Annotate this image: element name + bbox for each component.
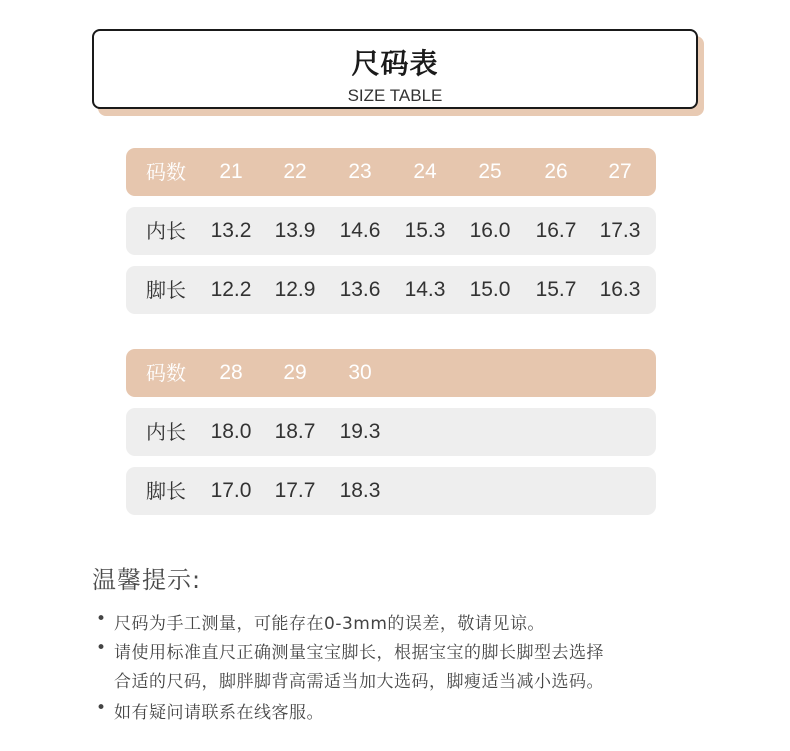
inner-length-cell: 19.3	[339, 420, 381, 443]
size-cell: 26	[544, 160, 568, 183]
foot-length-cell: 12.2	[210, 278, 252, 301]
tip-item: 请使用标准直尺正确测量宝宝脚长，根据宝宝的脚长脚型去选择	[114, 643, 604, 663]
foot-length-cell: 13.6	[339, 278, 381, 301]
size-cell: 29	[283, 361, 307, 384]
foot-length-label: 脚长	[146, 479, 186, 503]
size-cell: 21	[219, 160, 243, 183]
foot-length-cell: 17.7	[274, 479, 316, 502]
bullet-icon: •	[96, 609, 107, 629]
size-label: 码数	[146, 160, 186, 184]
size-cell: 30	[348, 361, 372, 384]
size-label: 码数	[146, 361, 186, 385]
title-box	[92, 29, 698, 109]
size-cell: 22	[283, 160, 307, 183]
size-cell: 28	[219, 361, 243, 384]
size-header-row	[126, 349, 656, 397]
inner-length-row	[126, 408, 656, 456]
foot-length-cell: 18.3	[339, 479, 381, 502]
size-header-row	[126, 148, 656, 196]
foot-length-cell: 12.9	[274, 278, 316, 301]
size-cell: 24	[413, 160, 437, 183]
foot-length-cell: 14.3	[404, 278, 446, 301]
bullet-icon: •	[96, 698, 107, 718]
tip-item: 尺码为手工测量，可能存在0-3mm的误差，敬请见谅。	[114, 614, 545, 634]
foot-length-label: 脚长	[146, 278, 186, 302]
size-cell: 27	[608, 160, 632, 183]
tip-item: 如有疑问请联系在线客服。	[114, 703, 324, 723]
foot-length-cell: 16.3	[599, 278, 641, 301]
inner-length-label: 内长	[146, 219, 186, 243]
inner-length-cell: 13.9	[274, 219, 316, 242]
page-subtitle: SIZE TABLE	[347, 86, 443, 105]
bullet-icon: •	[96, 638, 107, 658]
tip-item-continued: 合适的尺码，脚胖脚背高需适当加大选码，脚瘦适当减小选码。	[114, 672, 604, 692]
page-title: 尺码表	[351, 47, 439, 80]
inner-length-cell: 18.0	[210, 420, 252, 443]
foot-length-cell: 17.0	[210, 479, 252, 502]
size-cell: 23	[348, 160, 372, 183]
foot-length-row	[126, 467, 656, 515]
inner-length-cell: 18.7	[274, 420, 316, 443]
inner-length-row	[126, 207, 656, 255]
inner-length-cell: 16.7	[535, 219, 577, 242]
tips-title: 温馨提示:	[92, 566, 202, 594]
foot-length-cell: 15.7	[535, 278, 577, 301]
inner-length-cell: 14.6	[339, 219, 381, 242]
inner-length-cell: 13.2	[210, 219, 252, 242]
inner-length-cell: 16.0	[469, 219, 511, 242]
inner-length-label: 内长	[146, 420, 186, 444]
inner-length-cell: 15.3	[404, 219, 446, 242]
foot-length-cell: 15.0	[469, 278, 511, 301]
size-cell: 25	[478, 160, 502, 183]
foot-length-row	[126, 266, 656, 314]
inner-length-cell: 17.3	[599, 219, 641, 242]
